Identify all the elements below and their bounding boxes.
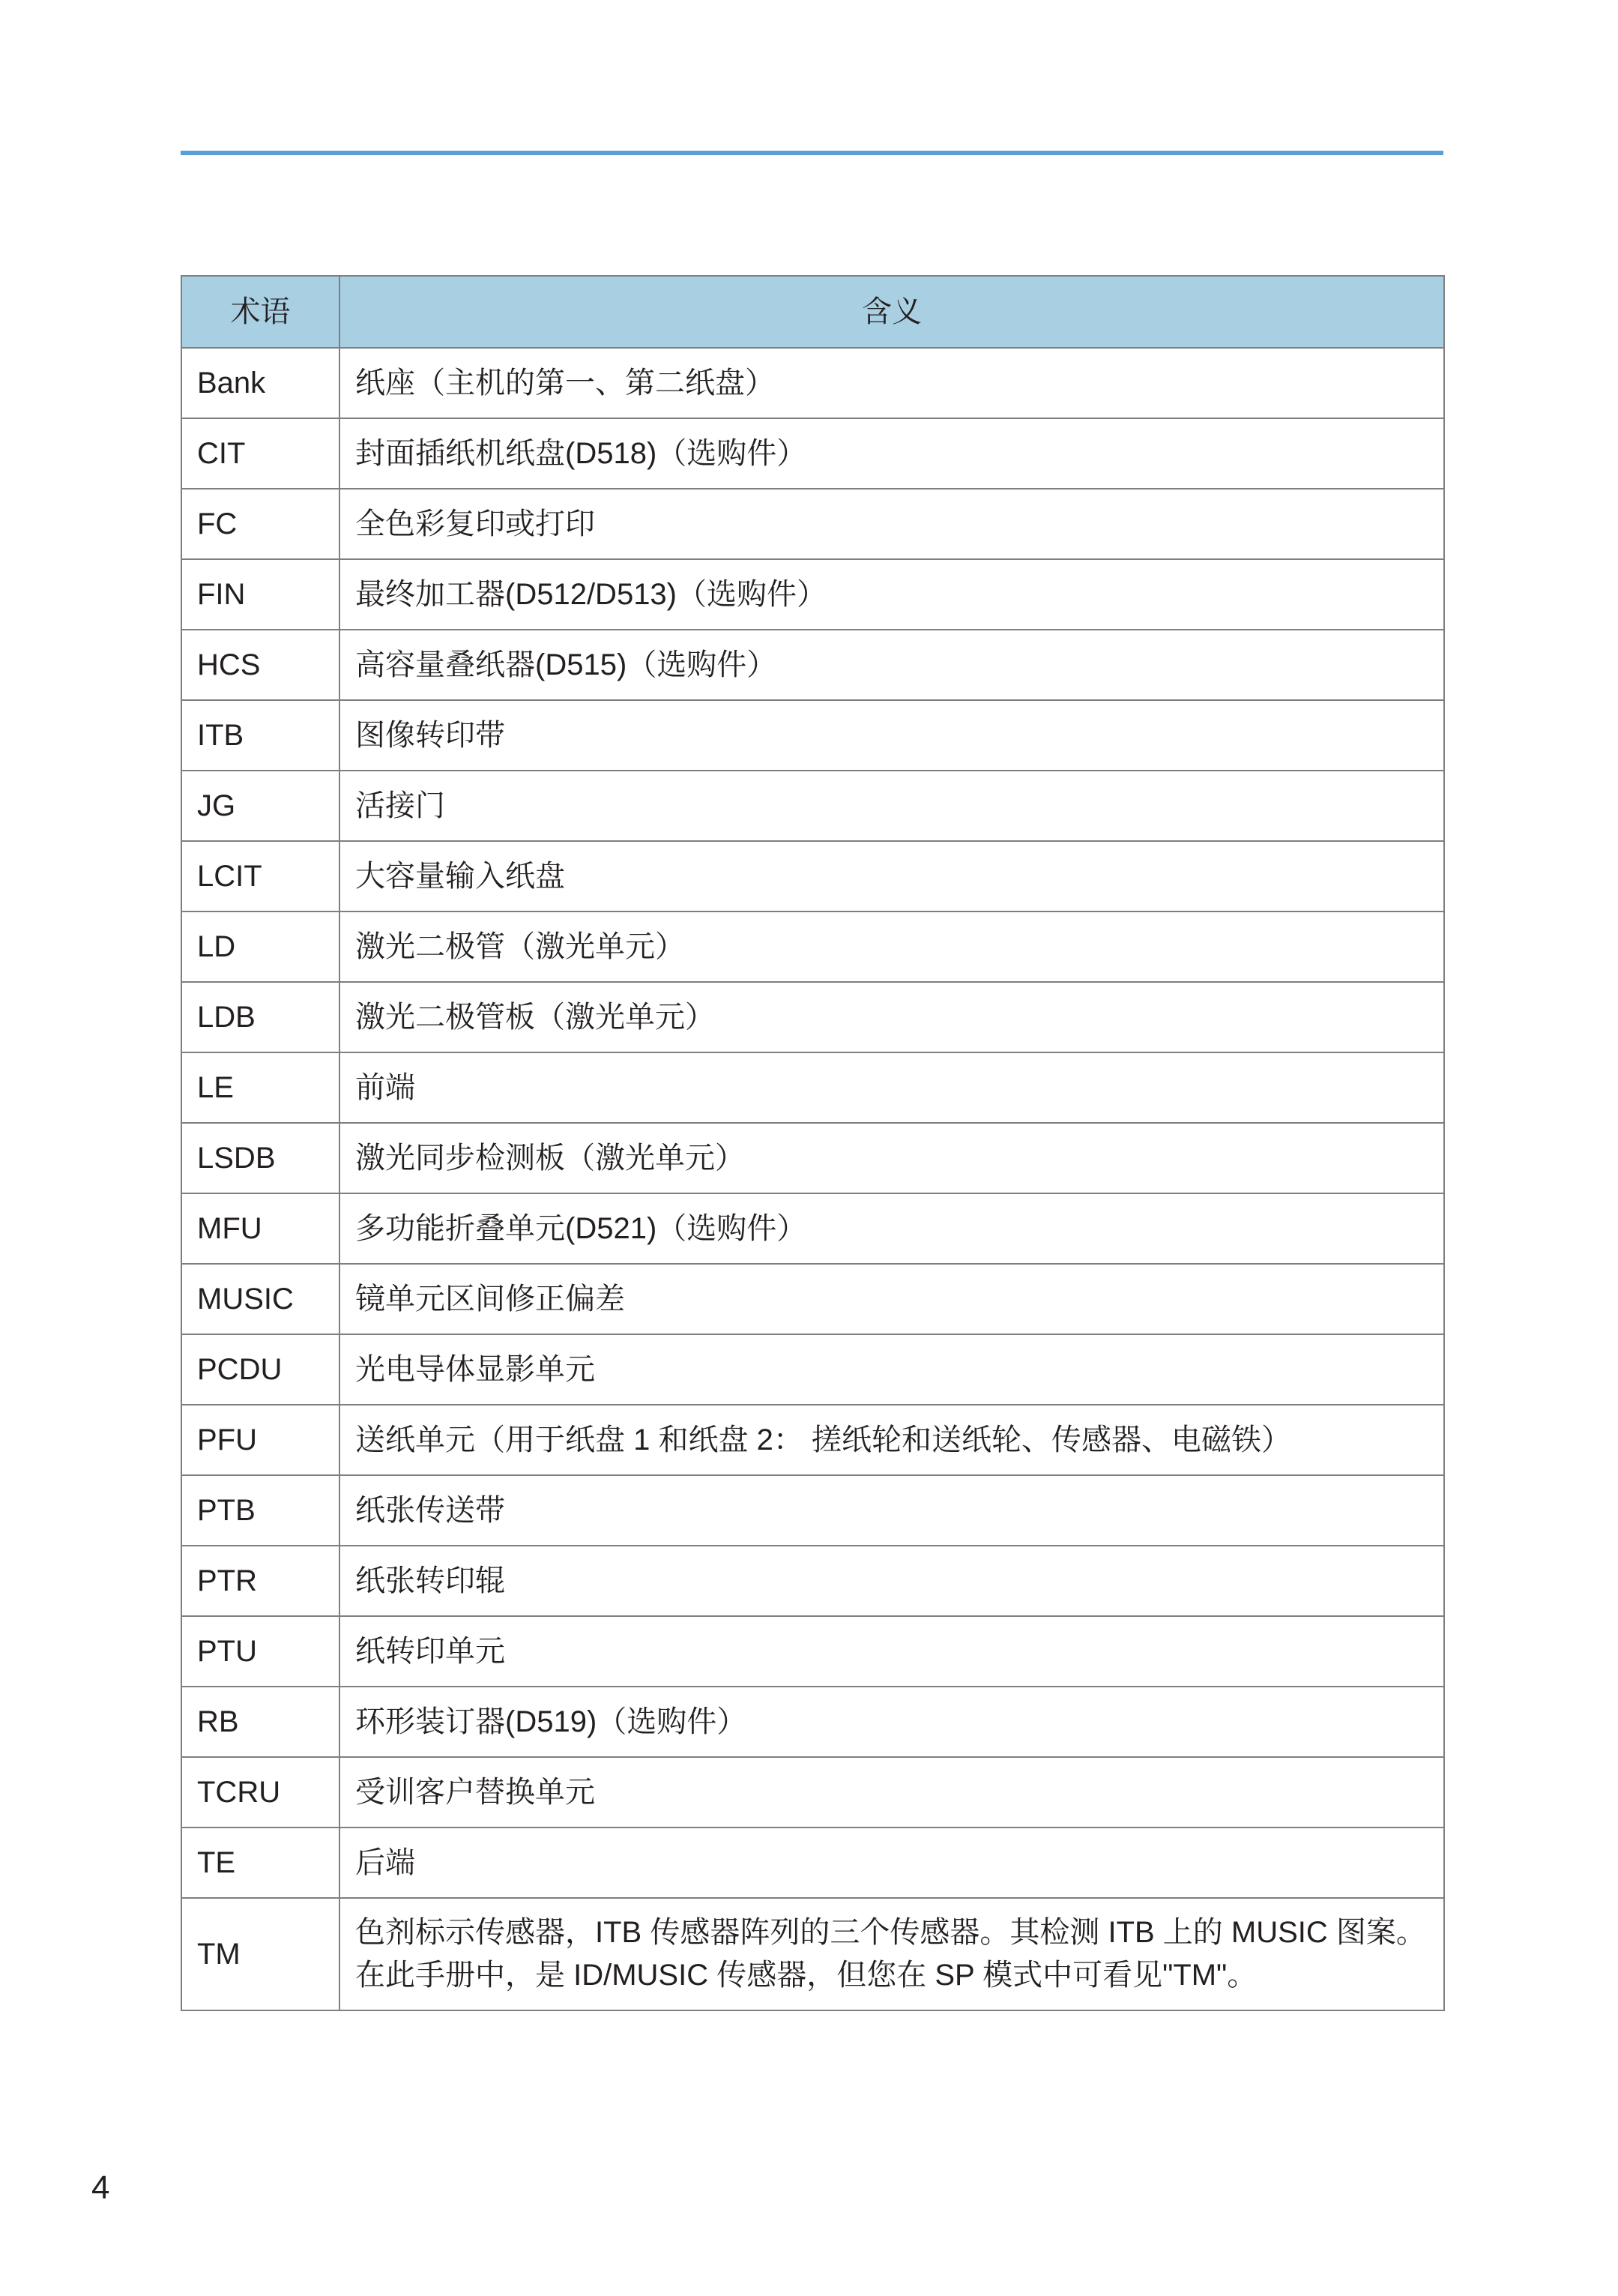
meaning-cell: 后端 <box>339 1828 1444 1898</box>
term-cell: HCS <box>181 630 339 700</box>
term-cell: PTB <box>181 1475 339 1546</box>
term-cell: LE <box>181 1052 339 1123</box>
glossary-row <box>181 630 1444 700</box>
glossary-row <box>181 1546 1444 1616</box>
meaning-cell: 全色彩复印或打印 <box>339 489 1444 559</box>
meaning-cell: 多功能折叠单元(D521)（选购件） <box>339 1193 1444 1264</box>
glossary-row <box>181 1757 1444 1828</box>
meaning-cell: 纸座（主机的第一、第二纸盘） <box>339 348 1444 418</box>
meaning-cell: 高容量叠纸器(D515)（选购件） <box>339 630 1444 700</box>
term-cell: PCDU <box>181 1334 339 1405</box>
meaning-cell: 图像转印带 <box>339 700 1444 771</box>
term-cell: FIN <box>181 559 339 630</box>
term-cell: TE <box>181 1828 339 1898</box>
glossary-row <box>181 489 1444 559</box>
glossary-row <box>181 1334 1444 1405</box>
glossary-row <box>181 912 1444 982</box>
meaning-cell: 送纸单元（用于纸盘 1 和纸盘 2： 搓纸轮和送纸轮、传感器、电磁铁） <box>339 1405 1444 1475</box>
meaning-cell: 激光二极管板（激光单元） <box>339 982 1444 1052</box>
glossary-row <box>181 1475 1444 1546</box>
term-cell: LDB <box>181 982 339 1052</box>
meaning-cell: 镜单元区间修正偏差 <box>339 1264 1444 1334</box>
meaning-cell: 最终加工器(D512/D513)（选购件） <box>339 559 1444 630</box>
term-cell: TCRU <box>181 1757 339 1828</box>
glossary-header-row <box>181 276 1444 348</box>
glossary-table <box>181 275 1445 2011</box>
page-number: 4 <box>91 2169 110 2206</box>
glossary-row <box>181 771 1444 841</box>
meaning-cell: 色剂标示传感器，ITB 传感器阵列的三个传感器。其检测 ITB 上的 MUSIC 图案。在此手册中，是 ID/MUSIC 传感器，但您在 SP 模式中可看见"TM"。 <box>339 1898 1444 2010</box>
glossary-row <box>181 982 1444 1052</box>
meaning-cell: 受训客户替换单元 <box>339 1757 1444 1828</box>
term-cell: FC <box>181 489 339 559</box>
meaning-cell: 活接门 <box>339 771 1444 841</box>
meaning-cell: 纸张传送带 <box>339 1475 1444 1546</box>
meaning-cell: 前端 <box>339 1052 1444 1123</box>
term-cell: ITB <box>181 700 339 771</box>
meaning-cell: 环形装订器(D519)（选购件） <box>339 1687 1444 1757</box>
term-cell: JG <box>181 771 339 841</box>
meaning-cell: 光电导体显影单元 <box>339 1334 1444 1405</box>
term-cell: CIT <box>181 418 339 489</box>
term-cell: LSDB <box>181 1123 339 1193</box>
term-cell: PTR <box>181 1546 339 1616</box>
term-cell: PTU <box>181 1616 339 1687</box>
glossary-row <box>181 700 1444 771</box>
glossary-row <box>181 1616 1444 1687</box>
term-cell: Bank <box>181 348 339 418</box>
glossary-row <box>181 348 1444 418</box>
term-cell: PFU <box>181 1405 339 1475</box>
term-cell: TM <box>181 1898 339 2010</box>
column-header-term: 术语 <box>181 276 339 348</box>
meaning-cell: 纸张转印辊 <box>339 1546 1444 1616</box>
meaning-cell: 封面插纸机纸盘(D518)（选购件） <box>339 418 1444 489</box>
meaning-cell: 激光同步检测板（激光单元） <box>339 1123 1444 1193</box>
glossary-row <box>181 1264 1444 1334</box>
glossary-row <box>181 1828 1444 1898</box>
meaning-cell: 激光二极管（激光单元） <box>339 912 1444 982</box>
glossary-row <box>181 1123 1444 1193</box>
term-cell: LCIT <box>181 841 339 912</box>
glossary-row <box>181 1052 1444 1123</box>
meaning-cell: 大容量输入纸盘 <box>339 841 1444 912</box>
glossary-row <box>181 841 1444 912</box>
meaning-cell: 纸转印单元 <box>339 1616 1444 1687</box>
term-cell: LD <box>181 912 339 982</box>
glossary-row <box>181 1687 1444 1757</box>
glossary-row <box>181 418 1444 489</box>
header-rule <box>181 151 1443 155</box>
term-cell: MFU <box>181 1193 339 1264</box>
glossary-row <box>181 1193 1444 1264</box>
glossary-row <box>181 559 1444 630</box>
term-cell: RB <box>181 1687 339 1757</box>
glossary-row <box>181 1405 1444 1475</box>
glossary-row <box>181 1898 1444 2010</box>
column-header-meaning: 含义 <box>339 276 1444 348</box>
term-cell: MUSIC <box>181 1264 339 1334</box>
